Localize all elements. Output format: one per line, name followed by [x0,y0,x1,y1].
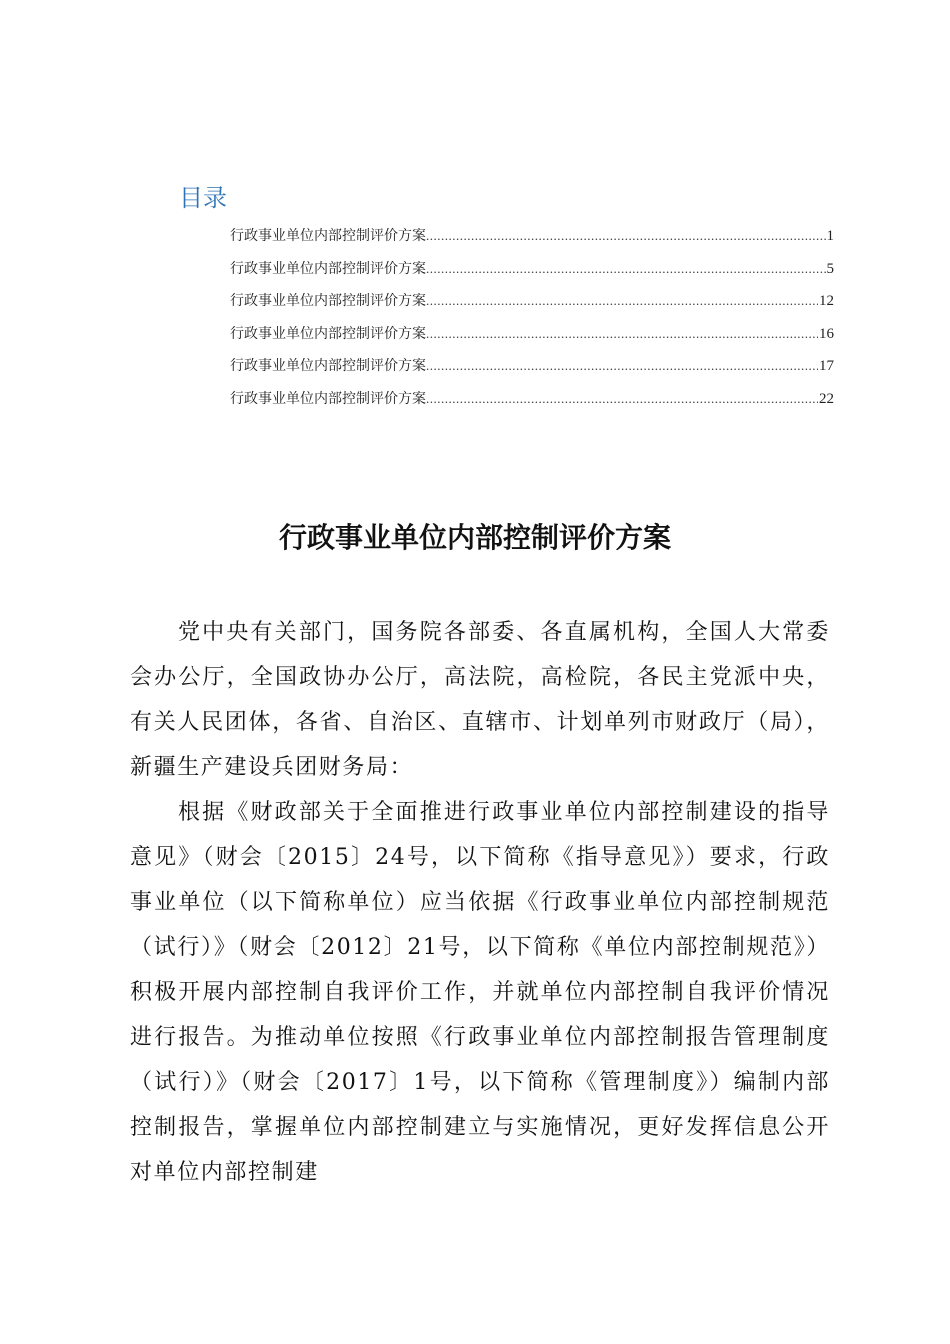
toc-heading: 目录 [179,184,227,212]
toc-entry-page: 16 [819,325,834,342]
toc-entry-page: 12 [819,293,834,310]
toc-entry-label[interactable]: 行政事业单位内部控制评价方案 [230,325,426,342]
toc-entry-page: 22 [819,390,834,407]
toc-entry-page: 5 [826,260,834,277]
toc-entry-label[interactable]: 行政事业单位内部控制评价方案 [230,260,426,277]
toc-dot-leader [426,389,818,409]
toc-entry-page: 17 [819,358,834,375]
toc-entry[interactable] [230,259,834,292]
table-of-contents [230,226,834,422]
body-paragraph-addressees: 党中央有关部门，国务院各部委、各直属机构，全国人大常委会办公厅，全国政协办公厅，高法院，高检院，各民主党派中央，有关人民团体，各省、自治区、直辖市、计划单列市财政厅（局），新疆生产建设兵团财务局： [130,620,830,780]
toc-dot-leader [426,324,818,344]
toc-entry[interactable] [230,389,834,422]
toc-dot-leader [426,356,818,376]
toc-entry-label[interactable]: 行政事业单位内部控制评价方案 [230,293,426,310]
document-body [130,610,830,1195]
toc-entry[interactable] [230,226,834,259]
toc-entry[interactable] [230,324,834,357]
body-paragraph-main: 根据《财政部关于全面推进行政事业单位内部控制建设的指导意见》（财会〔2015〕24号，以下简称《指导意见》）要求，行政事业单位（以下简称单位）应当依据《行政事业单位内部控制规范（试行）》（财会〔2012〕21号，以下简称《单位内部控制规范》）积极开展内部控制自我评价工作，并就单位内部控制自我评价情况进行报告。为推动单位按照《行政事业单位内部控制报告管理制度（试行）》（财会〔2017〕1号，以下简称《管理制度》）编制内部控制报告，掌握单位内部控制建立与实施情况，更好发挥信息公开对单位内部控制建 [130,800,830,1185]
toc-dot-leader [426,226,826,246]
toc-entry-page: 1 [826,228,834,244]
toc-dot-leader [426,291,818,311]
toc-entry[interactable] [230,356,834,389]
toc-dot-leader [426,259,826,279]
toc-entry[interactable] [230,291,834,324]
toc-entry-label[interactable]: 行政事业单位内部控制评价方案 [230,358,426,375]
document-title: 行政事业单位内部控制评价方案 [278,521,671,554]
toc-entry-label[interactable]: 行政事业单位内部控制评价方案 [230,390,426,407]
toc-entry-label[interactable]: 行政事业单位内部控制评价方案 [230,228,426,244]
